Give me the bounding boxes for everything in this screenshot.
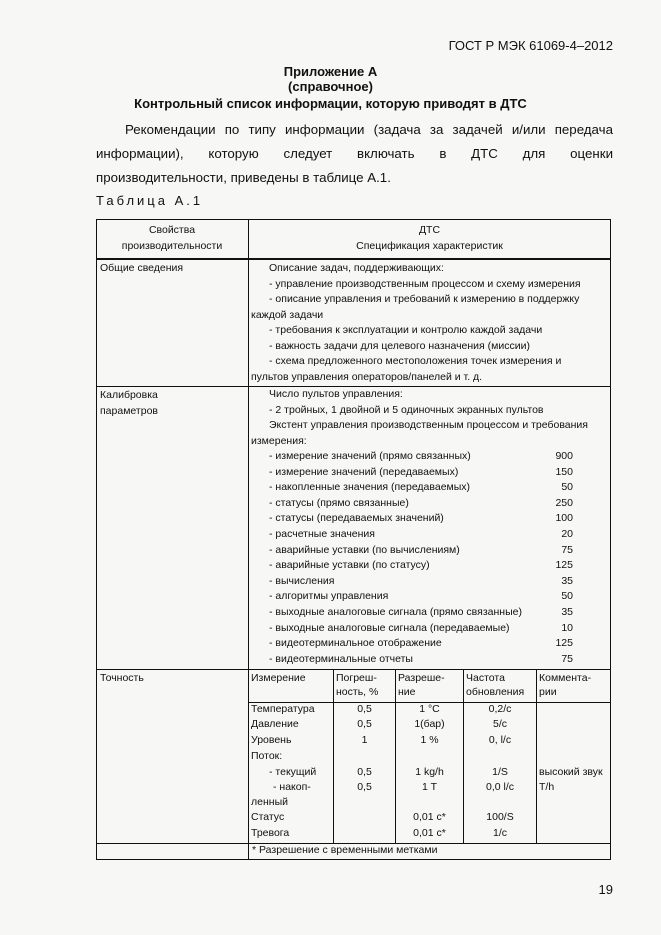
acc-resolution: 1 % — [420, 734, 439, 746]
calibration-item — [269, 527, 573, 543]
table-header-rule — [96, 258, 611, 260]
col-measurement: Измерение — [251, 672, 306, 684]
intro-paragraph — [96, 118, 613, 190]
table-row-rule — [96, 669, 611, 670]
general-line: - управление производственным процессом и схему измерения — [269, 277, 581, 290]
header-dts-line: ДТС — [418, 224, 441, 236]
row-label-calibration — [100, 387, 158, 419]
table-footnote: * Разрешение с временными метками — [252, 844, 438, 856]
calibration-item — [269, 621, 573, 637]
calibration-item-label: - статусы (передаваемых значений) — [269, 512, 444, 525]
calibration-item-label: - измерение значений (прямо связанных) — [269, 450, 471, 462]
calibration-item — [269, 589, 573, 605]
subtable-divider — [536, 669, 537, 844]
general-line: - схема предложенного местоположения точек измерения и — [269, 355, 562, 367]
acc-error: 0,5 — [357, 703, 372, 715]
acc-error: 0,5 — [357, 718, 372, 730]
general-content — [251, 261, 606, 385]
acc-error: 0,5 — [357, 766, 372, 778]
calibration-item-label: - расчетные значения — [269, 527, 375, 540]
calibration-item — [269, 496, 573, 512]
acc-name: - накоп- — [273, 781, 311, 793]
acc-name: ленный — [251, 796, 288, 808]
acc-name: Уровень — [251, 734, 292, 746]
calibration-item-value: 35 — [561, 605, 573, 618]
appendix-heading: Контрольный список информации, которую приводят в ДТС — [134, 96, 527, 111]
general-line: - требования к эксплуатации и контролю каждой задачи — [269, 324, 543, 336]
col-error — [336, 671, 378, 699]
col-frequency — [466, 671, 524, 699]
calibration-item-label: - вычисления — [269, 574, 335, 587]
acc-comment: T/h — [539, 781, 555, 793]
calibration-item-value: 10 — [561, 621, 573, 634]
intro-line: производительности, приведены в таблице А.1. — [96, 170, 391, 185]
calibration-line: Число пультов управления: — [269, 388, 403, 400]
col-error-line: ность, % — [336, 686, 379, 698]
table-border — [96, 219, 97, 860]
acc-frequency: 0,2/с — [488, 703, 512, 715]
calibration-item-value: 900 — [555, 450, 573, 462]
acc-resolution: 1 kg/h — [415, 766, 444, 778]
row-label-general: Общие сведения — [100, 262, 184, 274]
calibration-item — [269, 465, 573, 481]
calibration-line: измерения: — [251, 434, 307, 447]
header-dts — [249, 223, 610, 254]
calibration-item-label: - накопленные значения (передаваемых) — [269, 481, 471, 494]
row-label-accuracy: Точность — [100, 672, 144, 684]
calibration-item — [269, 558, 573, 574]
calibration-item — [269, 574, 573, 590]
acc-resolution: 1(бар) — [414, 718, 445, 730]
calibration-item — [269, 652, 573, 668]
col-error-line: Погреш- — [336, 672, 377, 684]
col-frequency-line: обновления — [466, 686, 525, 698]
acc-frequency: 5/с — [492, 718, 507, 730]
intro-line: Рекомендации по типу информации (задача за задачей и/или передача — [125, 122, 613, 137]
calibration-item-label: - алгоритмы управления — [269, 590, 389, 603]
acc-name: Тревога — [251, 827, 290, 839]
page-number: 19 — [598, 882, 613, 897]
calibration-item-value: 20 — [561, 527, 573, 540]
acc-resolution: 0,01 c* — [413, 811, 446, 823]
document-code: ГОСТ Р МЭК 61069-4–2012 — [448, 38, 613, 53]
acc-resolution: 1 °C — [419, 703, 440, 715]
acc-resolution: 1 T — [422, 781, 437, 793]
calibration-item-label: - аварийные уставки (по вычислениям) — [269, 543, 460, 556]
table-border — [610, 219, 611, 860]
calibration-line: Экстент управления производственным процессом и требования — [269, 419, 588, 431]
general-line: - важность задачи для целевого назначения (миссии) — [269, 339, 530, 352]
acc-frequency: 1/S — [492, 766, 508, 778]
col-resolution-line: Разреше- — [398, 672, 445, 684]
calibration-item-value: 50 — [561, 590, 573, 603]
acc-frequency: 0, l/c — [488, 734, 512, 746]
acc-name: Давление — [251, 718, 299, 730]
calibration-item-value: 35 — [561, 574, 573, 587]
col-comment — [539, 671, 591, 699]
calibration-label-line: Калибровка — [100, 389, 158, 401]
calibration-item-value: 100 — [555, 512, 573, 525]
col-frequency-line: Частота — [466, 672, 505, 684]
subtable-divider — [333, 669, 334, 844]
col-comment-line: Коммента- — [539, 672, 592, 684]
calibration-item-value: 75 — [561, 652, 573, 665]
general-line: Описание задач, поддерживающих: — [269, 262, 444, 274]
calibration-items — [269, 449, 573, 667]
acc-frequency: 100/S — [486, 811, 514, 823]
acc-name: Статус — [251, 811, 285, 823]
col-resolution-line: ние — [398, 686, 416, 698]
table-border — [96, 859, 611, 860]
calibration-item — [269, 636, 573, 652]
calibration-item-value: 150 — [555, 465, 573, 478]
general-line: пультов управления операторов/панелей и т. д. — [251, 370, 483, 383]
calibration-item-value: 125 — [555, 559, 573, 572]
acc-name: - текущий — [269, 766, 317, 778]
calibration-item-value: 75 — [561, 543, 573, 556]
table-label: Таблица А.1 — [96, 193, 204, 208]
calibration-item-label: - выходные аналоговые сигнала (передаваемые) — [269, 621, 510, 634]
appendix-title: Приложение А — [283, 64, 378, 79]
calibration-item-label: - видеотерминальные отчеты — [269, 652, 413, 665]
header-properties-line: производительности — [121, 239, 223, 252]
acc-frequency: 0,0 l/c — [485, 781, 514, 793]
calibration-label-line: параметров — [100, 405, 158, 417]
calibration-item — [269, 511, 573, 527]
calibration-item-label: - измерение значений (передаваемых) — [269, 465, 459, 478]
col-comment-line: рии — [539, 686, 557, 698]
col-resolution — [398, 671, 445, 699]
calibration-item-label: - видеотерминальное отображение — [269, 637, 442, 650]
header-dts-line: Спецификация характеристик — [356, 239, 503, 252]
header-properties-line: Свойства — [148, 224, 196, 236]
acc-error: 1 — [361, 734, 368, 746]
acc-name: Поток: — [251, 750, 283, 762]
acc-name: Температура — [251, 703, 315, 715]
calibration-item-label: - аварийные уставки (по статусу) — [269, 559, 430, 572]
calibration-item — [269, 543, 573, 559]
general-line: каждой задачи — [251, 308, 324, 321]
table-column-divider — [248, 219, 249, 860]
header-properties — [96, 223, 248, 254]
calibration-content — [251, 387, 608, 449]
intro-line: информации), которую следует включать в ДТС для оценки — [96, 146, 613, 161]
calibration-item-label: - статусы (прямо связанные) — [269, 496, 409, 509]
calibration-item-value: 250 — [555, 496, 573, 509]
calibration-item-value: 125 — [555, 637, 573, 650]
table-border — [96, 219, 611, 220]
acc-resolution: 0,01 c* — [413, 827, 446, 839]
calibration-line: - 2 тройных, 1 двойной и 5 одиночных экранных пультов — [269, 403, 544, 416]
calibration-item — [269, 480, 573, 496]
calibration-item-value: 50 — [561, 481, 573, 494]
general-line: - описание управления и требований к измерению в поддержку — [269, 293, 580, 305]
acc-comment: высокий звук — [539, 766, 603, 778]
calibration-item — [269, 605, 573, 621]
calibration-item-label: - выходные аналоговые сигнала (прямо связанные) — [269, 605, 522, 618]
appendix-subtitle: (справочное) — [288, 79, 373, 94]
acc-error: 0,5 — [357, 781, 372, 793]
acc-frequency: 1/c — [492, 827, 507, 839]
calibration-item — [269, 449, 573, 465]
